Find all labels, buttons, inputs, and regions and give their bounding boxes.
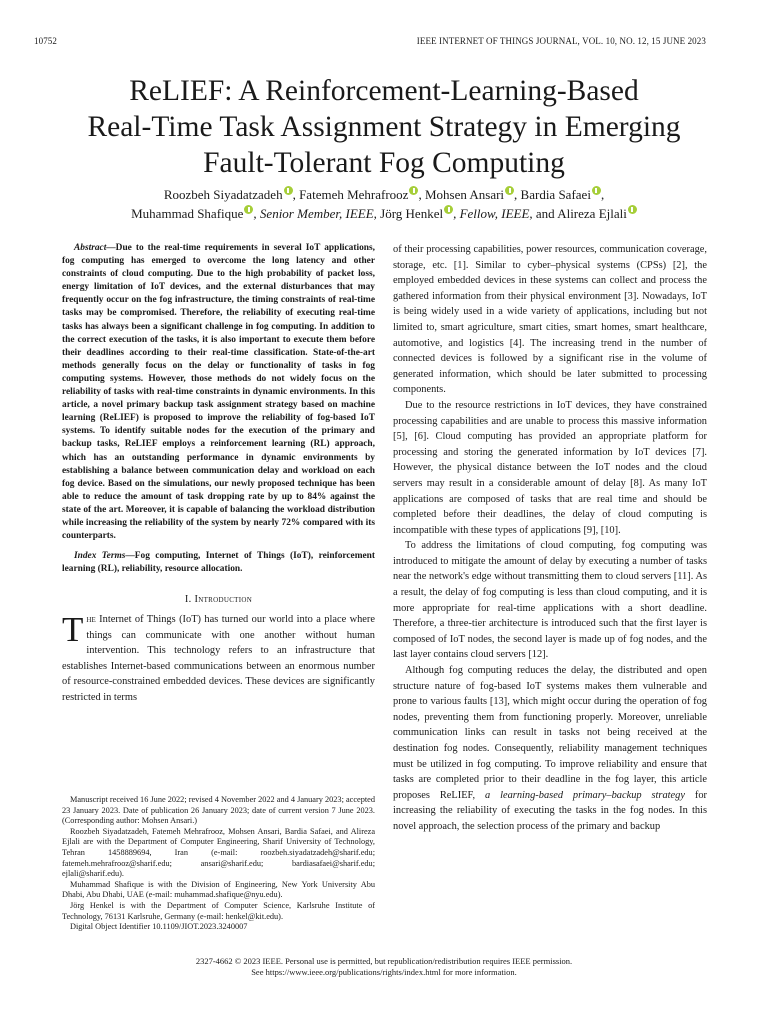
abstract (62, 242, 375, 543)
section-heading (62, 592, 375, 608)
footnote-manuscript: Manuscript received 16 June 2022; revised 4 November 2022 and 4 January 2023; accepted 23 January 2023. Date of publication 26 January 2023; date of current version 7 June 2023. (Corresponding author: Mohsen Ansari.) (62, 795, 375, 826)
journal-header: IEEE INTERNET OF THINGS JOURNAL, VOL. 10, NO. 12, 15 JUNE 2023 (416, 36, 706, 46)
author-separator: , (600, 187, 605, 202)
body-paragraph: of their processing capabilities, power resources, communication coverage, storage, etc. [1]. Similar to cyber–physical systems (CPSs) [2], the employed embedded devices in these systems can collect and process the gathered information from their physical environment [3]. Nowadays, IoT is being widely used in a wide variety of applications, including but not limited to, smart agriculture, smart cities, smart homes, smart healthcare, automotive, and logistics [4]. The increasing trend in the number of connected devices is followed by a significant rise in the volume of generated information, which should be later submitted to processing components. (393, 244, 707, 396)
footnote-doi: Digital Object Identifier 10.1109/JIOT.2023.3240007 (70, 922, 248, 932)
body-paragraph: Due to the resource restrictions in IoT devices, they have constrained processing capabilities and are unable to process this massive information [5], [6]. Cloud computing has provided an appropriate platform for processing and storing the generated information by IoT devices [7]. However, the physical distance between the IoT nodes and the cloud servers may result in a considerable amount of delay [8]. As many IoT applications are composed of tasks that are real time and should be completed before their deadlines, the delay of cloud computing is incompatible with these types of applications [9], [10]. (393, 399, 707, 536)
page-number: 10752 (34, 36, 57, 46)
drop-cap: T (62, 609, 84, 649)
orcid-icon[interactable] (505, 186, 514, 195)
copyright-notice (30, 956, 738, 978)
section-number: I. (184, 594, 195, 606)
author-name: , Fatemeh Mehrafrooz (292, 187, 409, 202)
body-paragraph: Although fog computing reduces the delay, the distributed and open structure nature of fog-based IoT systems makes them vulnerable and prone to various faults [13], which might occur during the operation of fog nodes, preventing them from functioning properly. Moreover, unreliable communication links can result in tasks not being received at the destination fog nodes. Consequently, reliability management techniques must be utilized in fog computing. To improve reliability and ensure that tasks are completed prior to their deadline in the fog layer, this article proposes ReLIEF, a learning-based primary–backup strategy for increasing the reliability of executing the tasks in the fog nodes. In this novel approach, the selection process of the primary and backup (393, 665, 708, 832)
index-terms (62, 550, 375, 576)
footnotes (62, 795, 375, 933)
author-name: , Mohsen Ansari (418, 187, 505, 202)
intro-text: Internet of Things (IoT) has turned our world into a place where things can communicate with one another without human intervention. This technology refers to an infrastructure that establishes Internet-based communications between an enormous number of resource-constrained embedded devices. These devices are significantly restricted in terms (62, 613, 375, 703)
emphasis-text: a learning-based primary–backup strategy (485, 789, 685, 801)
right-column (393, 242, 707, 835)
author-list (30, 185, 738, 223)
abstract-text: —Due to the real-time requirements in several IoT applications, fog computing has emerged to overcome the long latency and other constraints of cloud computing. Due to the high probability of packet loss, energy limitation of IoT devices, and the external disturbances that may frequently occur on the fog infrastructure, the timing constraints of real-time tasks may be compromised. Therefore, the reliability of executing real-time tasks has always been a significant challenge in fog computing. In addition to the correct execution of the tasks, it is also important to execute them before their deadlines according to their real-time classification. State-of-the-art methods generally focus on the delay or functionality of tasks in fog computing systems. However, those methods do not widely focus on the reliability of tasks with real-time constraints in dynamic environments. In this article, a novel primary backup task assignment strategy based on machine learning (ReLIEF) is proposed to improve the reliability of fog-based IoT systems. To identify suitable nodes for the execution of the primary and backup tasks, ReLIEF employs a reinforcement learning (RL) approach, which has an outstanding performance in dynamic environments by establishing a balance between communication delay and workload on each fog device. Based on the simulations, our newly proposed technique has been able to reduce the amount of task dropping rate by up to 84% against the state of the art. Moreover, it is capable of balancing the workload distribution while increasing the reliability of the system by nearly 72% compared with its counterparts. (62, 243, 375, 542)
left-column (62, 242, 375, 706)
intro-paragraph (62, 609, 375, 706)
orcid-icon[interactable] (628, 205, 637, 214)
title-line-1: ReLIEF: A Reinforcement-Learning-Based (129, 75, 639, 107)
index-terms-label: Index Terms (74, 551, 126, 562)
footnote-affiliation-nyu: Muhammad Shafique is with the Division of Engineering, New York University Abu Dhabi, Abu Dhabi, UAE (e-mail: muhammad.shafique@nyu.edu). (62, 879, 375, 900)
paper-title (30, 73, 738, 181)
author-role: , Senior Member, IEEE, (253, 206, 377, 221)
section-title: Introduction (194, 594, 253, 606)
author-name: Muhammad Shafique (131, 206, 244, 221)
title-line-3: Fault-Tolerant Fog Computing (203, 147, 565, 179)
orcid-icon[interactable] (444, 205, 453, 214)
copyright-line-1: 2327-4662 © 2023 IEEE. Personal use is permitted, but republication/redistribution requires IEEE permission. (195, 956, 573, 966)
orcid-icon[interactable] (284, 186, 293, 195)
author-name: Jörg Henkel (376, 206, 444, 221)
body-paragraph: To address the limitations of cloud computing, fog computing was introduced to mitigate the amount of delay by executing a number of tasks near the network's edge without transmitting them to cloud servers [11]. As a result, the delay of fog computing is less than cloud computing, and it is more appropriate for real-time applications with a short deadline. Therefore, a three-tier architecture is introduced such that the first layer is composed of IoT nodes, the second layer is made up of fog nodes, and the last layer contains cloud servers [12]. (393, 540, 707, 661)
author-role: , Fellow, IEEE, (453, 206, 533, 221)
intro-first-words: he (86, 613, 96, 625)
title-line-2: Real-Time Task Assignment Strategy in Emerging (87, 111, 681, 143)
copyright-line-2: See https://www.ieee.org/publications/rights/index.html for more information. (251, 967, 517, 977)
author-name: and Alireza Ejlali (532, 206, 627, 221)
footnote-affiliation-sharif: Roozbeh Siyadatzadeh, Fatemeh Mehrafrooz, Mohsen Ansari, Bardia Safaei, and Alireza Ejlali are with the Department of Computer Engineering, Sharif University of Technology, Tehran 1458889694, Iran (e-mail: roozbeh.siyadatzadeh@sharif.edu; fatemeh.mehrafrooz@sharif.edu; ansari@sharif.edu; bardiasafaei@sharif.edu; ejlali@sharif.edu). (62, 826, 375, 879)
author-line-1 (30, 185, 738, 204)
author-name: Roozbeh Siyadatzadeh (163, 187, 283, 202)
orcid-icon[interactable] (592, 186, 601, 195)
abstract-label: Abstract (74, 243, 107, 253)
footnote-affiliation-kit: Jörg Henkel is with the Department of Computer Science, Karlsruhe Institute of Technology, 76131 Karlsruhe, Germany (e-mail: henkel@kit.edu). (62, 900, 375, 921)
index-terms-text: —Fog computing, Internet of Things (IoT), reinforcement learning (RL), reliability, resource allocation. (62, 551, 375, 575)
author-name: , Bardia Safaei (514, 187, 591, 202)
author-line-2 (30, 204, 738, 223)
